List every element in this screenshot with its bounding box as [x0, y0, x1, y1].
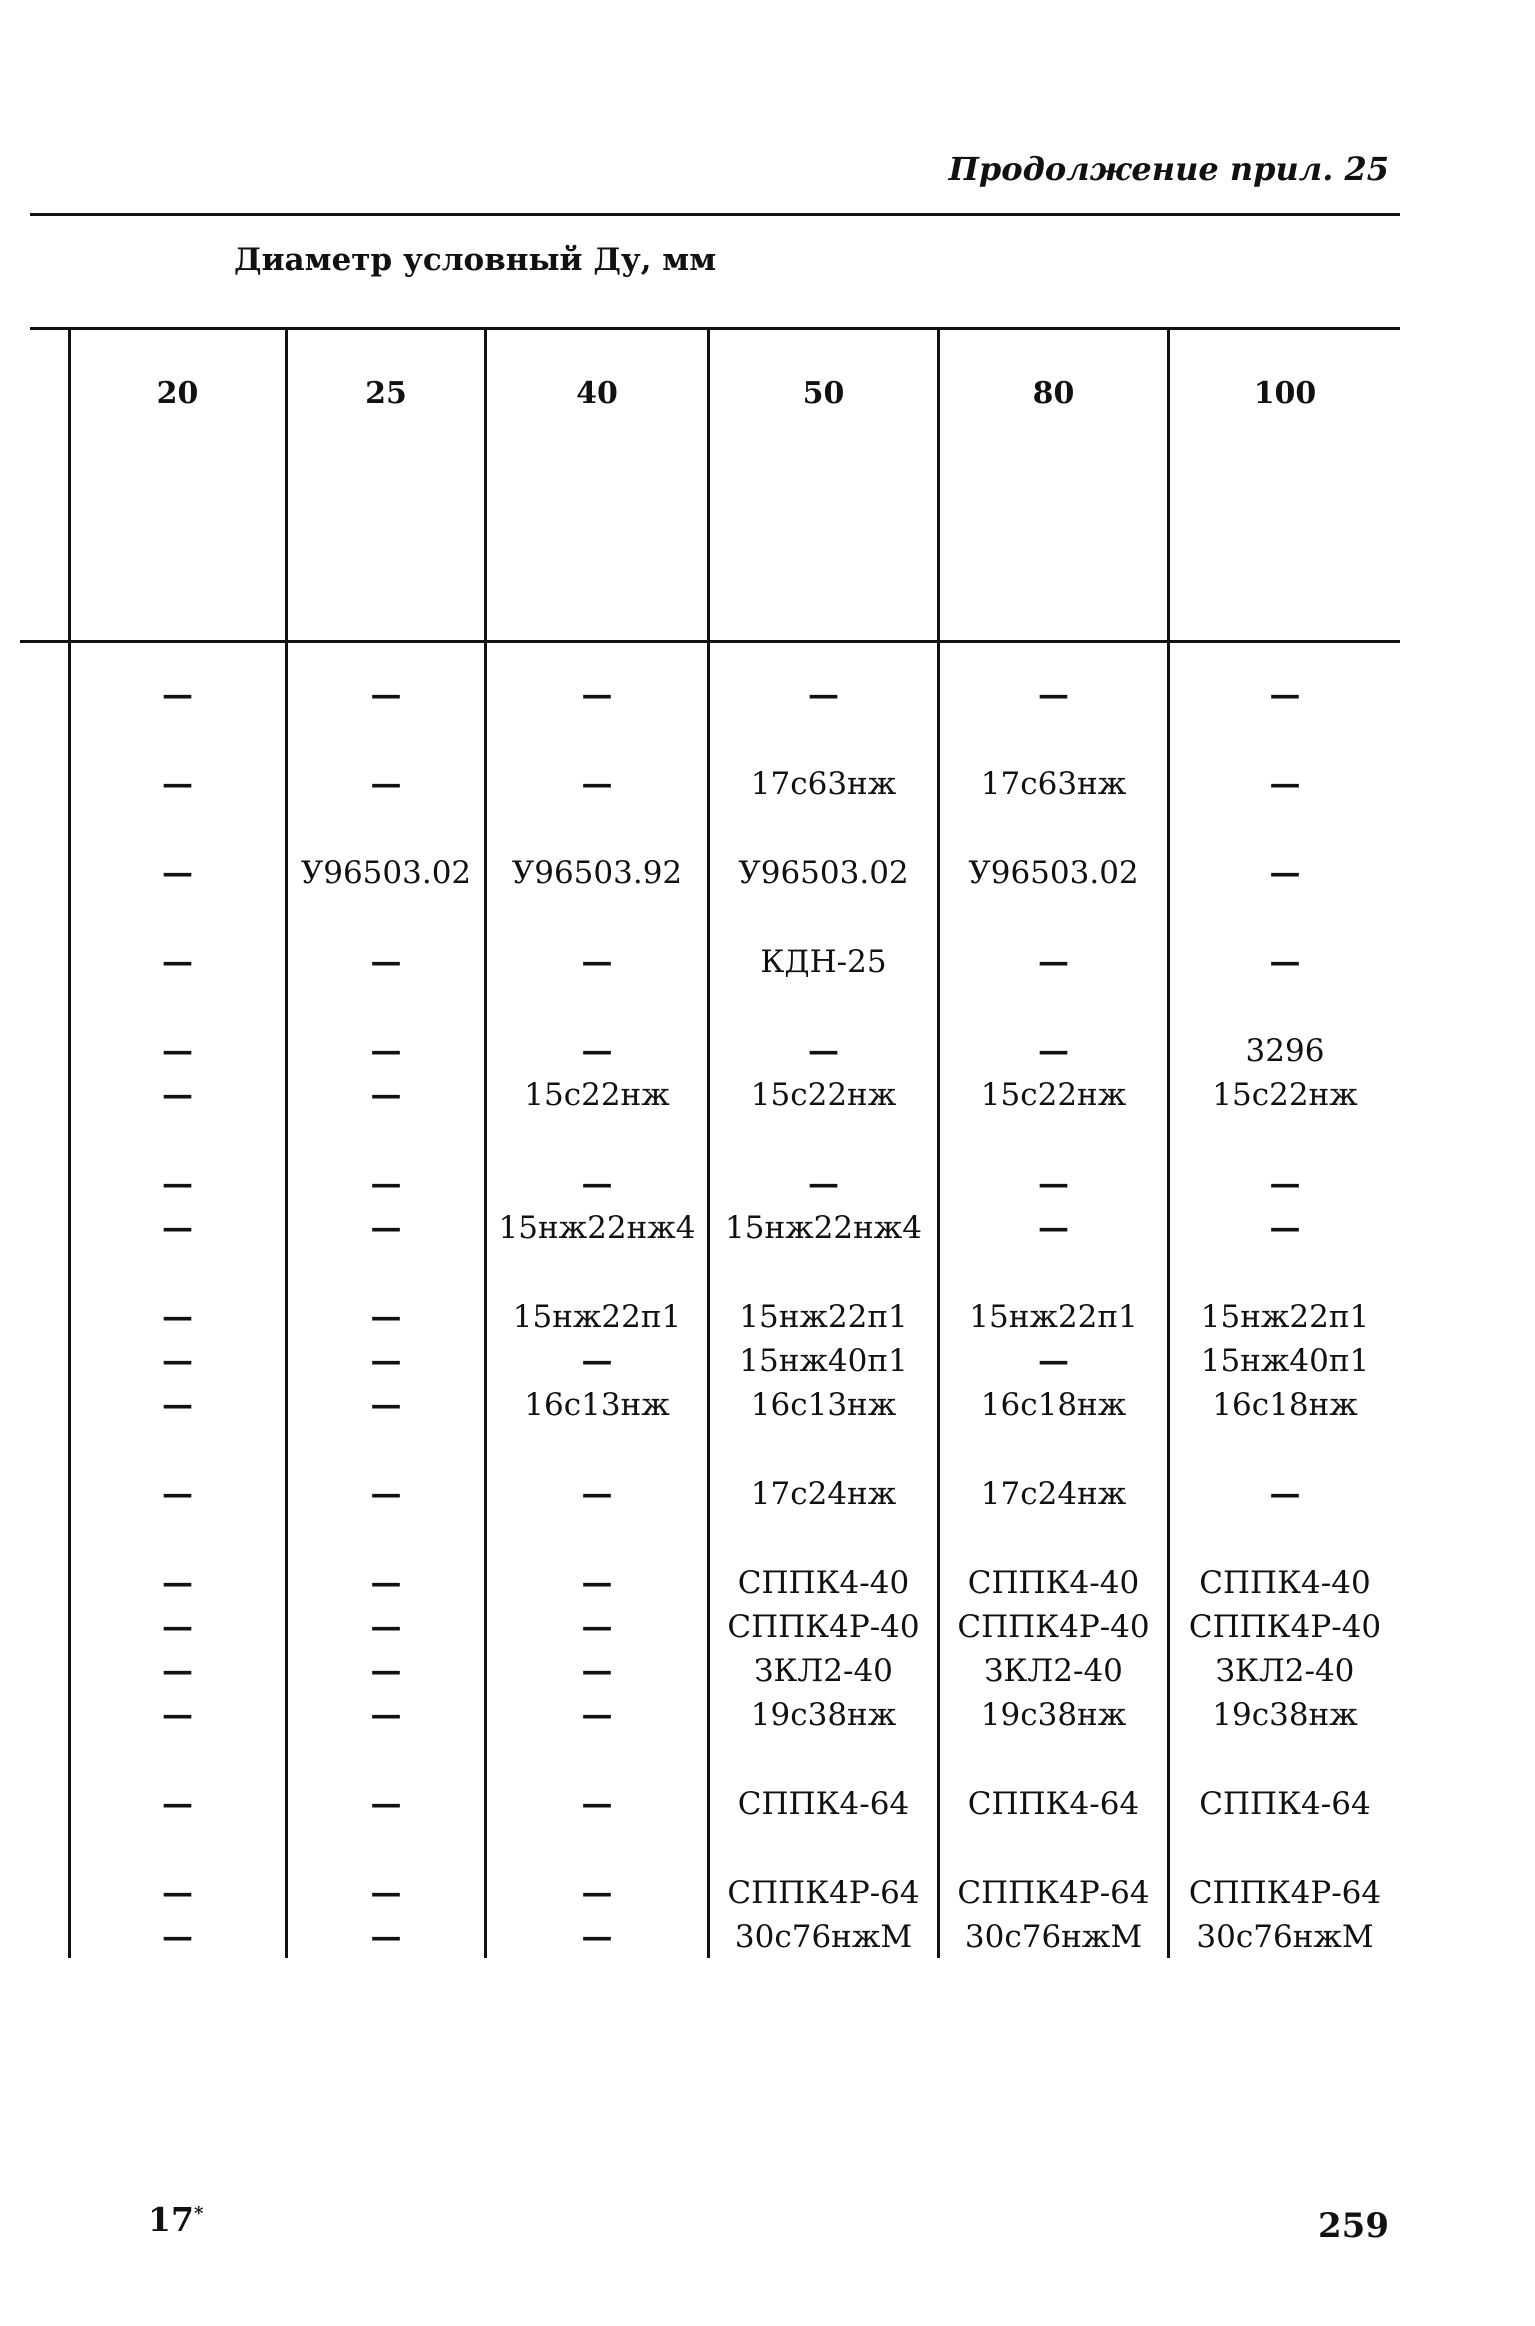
table-cell: —: [162, 1786, 193, 1822]
table-cell: —: [370, 766, 402, 802]
table-cell: —: [581, 1166, 613, 1202]
top-rule: [30, 213, 1400, 216]
signature-mark: 17*: [148, 2200, 204, 2239]
table-cell: —: [370, 1166, 402, 1202]
table-cell: —: [162, 1210, 193, 1246]
table-cell: —: [808, 1166, 839, 1202]
table-cell: —: [1038, 677, 1069, 713]
table-cell: —: [370, 1299, 402, 1335]
table-cell: 15с22нж: [750, 1077, 897, 1113]
continuation-label: Продолжение прил. 25: [948, 150, 1389, 188]
table-cell: —: [581, 1653, 613, 1689]
table-cell: 3296: [1245, 1033, 1325, 1069]
table-cell: —: [581, 1565, 613, 1601]
column-header: 20: [156, 376, 199, 411]
data-table: [30, 328, 1400, 1958]
table-cell: —: [370, 1476, 402, 1512]
table-cell: —: [370, 1077, 402, 1113]
table-cell: —: [162, 1609, 193, 1645]
table-cell: —: [808, 1033, 839, 1069]
table-cell: —: [581, 1609, 613, 1645]
table-cell: У96503.02: [300, 855, 472, 891]
table-cell: 15с22нж: [980, 1077, 1127, 1113]
table-cell: 17с63нж: [980, 766, 1127, 802]
table-cell: —: [581, 1875, 613, 1911]
table-cell: 19с38нж: [980, 1697, 1127, 1733]
table-cell: —: [581, 1476, 613, 1512]
table-cell: У96503.02: [968, 855, 1139, 891]
table-cell: —: [370, 1875, 402, 1911]
table-cell: СППК4Р-40: [727, 1609, 920, 1645]
table-cell: —: [162, 1387, 193, 1423]
table-cell: —: [1269, 677, 1301, 713]
table-cell: 19с38нж: [750, 1697, 897, 1733]
table-cell: —: [1269, 855, 1301, 891]
table-cell: 30с76нжМ: [964, 1919, 1143, 1955]
table-cell: —: [1038, 1166, 1069, 1202]
table-cell: 17с24нж: [980, 1476, 1127, 1512]
table-cell: —: [370, 1387, 402, 1423]
table-cell: —: [162, 855, 193, 891]
table-cell: 16с13нж: [524, 1387, 670, 1423]
column-header: 50: [802, 376, 845, 411]
table-cell: 17с63нж: [750, 766, 897, 802]
table-cell: ЗКЛ2-40: [984, 1653, 1123, 1689]
table-cell: —: [581, 1919, 613, 1955]
table-cell: —: [1269, 1210, 1301, 1246]
table-cell: 30с76нжМ: [1196, 1919, 1374, 1955]
table-cell: 15нж22нж4: [725, 1210, 922, 1246]
table-cell: —: [162, 1875, 193, 1911]
table-cell: 15нж22нж4: [498, 1210, 696, 1246]
table-cell: У96503.92: [511, 855, 683, 891]
table-cell: —: [581, 677, 613, 713]
table-cell: —: [162, 944, 193, 980]
table-cell: —: [370, 1033, 402, 1069]
table-cell: 15нж40п1: [1200, 1343, 1370, 1379]
page-number: 259: [1318, 2206, 1389, 2246]
table-cell: —: [370, 1697, 402, 1733]
table-cell: —: [1038, 944, 1069, 980]
table-cell: СППК4-40: [1199, 1565, 1371, 1601]
table-cell: —: [1038, 1343, 1069, 1379]
table-cell: 16с18нж: [1212, 1387, 1358, 1423]
table-cell: —: [370, 1565, 402, 1601]
table-caption: Диаметр условный Ду, мм: [234, 242, 717, 278]
table-cell: 15нж22п1: [512, 1299, 682, 1335]
table-cell: 17с24нж: [750, 1476, 897, 1512]
table-cell: —: [581, 1697, 613, 1733]
table-cell: 15с22нж: [524, 1077, 670, 1113]
table-cell: —: [370, 1343, 402, 1379]
table-cell: СППК4Р-64: [727, 1875, 920, 1911]
table-cell: СППК4Р-64: [1188, 1875, 1382, 1911]
table-cell: У96503.02: [738, 855, 909, 891]
table-cell: КДН-25: [760, 944, 887, 980]
table-cell: —: [581, 944, 613, 980]
table-cell: —: [370, 1653, 402, 1689]
table-cell: —: [370, 1609, 402, 1645]
table-cell: —: [1269, 1476, 1301, 1512]
table-cell: —: [1038, 1033, 1069, 1069]
table-cell: —: [162, 1299, 193, 1335]
table-cell: —: [1269, 944, 1301, 980]
table-cell: —: [162, 1697, 193, 1733]
table-cell: —: [370, 1210, 402, 1246]
table-cell: —: [162, 766, 193, 802]
column-header: 100: [1253, 376, 1317, 411]
table-cell: —: [162, 1653, 193, 1689]
table-cell: —: [370, 677, 402, 713]
table-cell: —: [581, 1786, 613, 1822]
table-cell: —: [162, 1565, 193, 1601]
table-cell: —: [370, 944, 402, 980]
table-cell: СППК4-40: [737, 1565, 910, 1601]
table-cell: —: [581, 1033, 613, 1069]
table-cell: —: [1038, 1210, 1069, 1246]
table-cell: —: [162, 1077, 193, 1113]
header-bottom-rule: [20, 640, 1400, 643]
table-cell: 15нж22п1: [969, 1299, 1138, 1335]
table-cell: ЗКЛ2-40: [754, 1653, 893, 1689]
table-cell: —: [370, 1786, 402, 1822]
table-cell: 15нж22п1: [739, 1299, 908, 1335]
table-cell: 16с18нж: [980, 1387, 1127, 1423]
table-cell: —: [162, 1166, 193, 1202]
table-cell: СППК4-40: [967, 1565, 1140, 1601]
column-header: 40: [576, 376, 618, 411]
table-cell: СППК4Р-64: [957, 1875, 1150, 1911]
table-cell: СППК4-64: [737, 1786, 910, 1822]
table-cell: —: [1269, 766, 1301, 802]
table-cell: 15нж22п1: [1200, 1299, 1370, 1335]
table-cell: 15нж40п1: [739, 1343, 908, 1379]
table-cell: —: [162, 1343, 193, 1379]
table-cell: 16с13нж: [750, 1387, 897, 1423]
table-cell: 15с22нж: [1212, 1077, 1358, 1113]
table-cell: —: [162, 1033, 193, 1069]
table-cell: СППК4-64: [1199, 1786, 1371, 1822]
column-header: 25: [365, 376, 407, 411]
column-header: 80: [1032, 376, 1075, 411]
table-cell: —: [370, 1919, 402, 1955]
table-cell: —: [581, 766, 613, 802]
table-cell: —: [162, 1476, 193, 1512]
table-cell: 19с38нж: [1212, 1697, 1358, 1733]
table-cell: СППК4-64: [967, 1786, 1140, 1822]
table-cell: СППК4Р-40: [957, 1609, 1150, 1645]
table-cell: ЗКЛ2-40: [1215, 1653, 1355, 1689]
table-cell: 30с76нжМ: [734, 1919, 913, 1955]
table-cell: —: [808, 677, 839, 713]
table-cell: —: [162, 1919, 193, 1955]
table-cell: —: [162, 677, 193, 713]
table-cell: СППК4Р-40: [1188, 1609, 1382, 1645]
table-cell: —: [581, 1343, 613, 1379]
table-cell: —: [1269, 1166, 1301, 1202]
